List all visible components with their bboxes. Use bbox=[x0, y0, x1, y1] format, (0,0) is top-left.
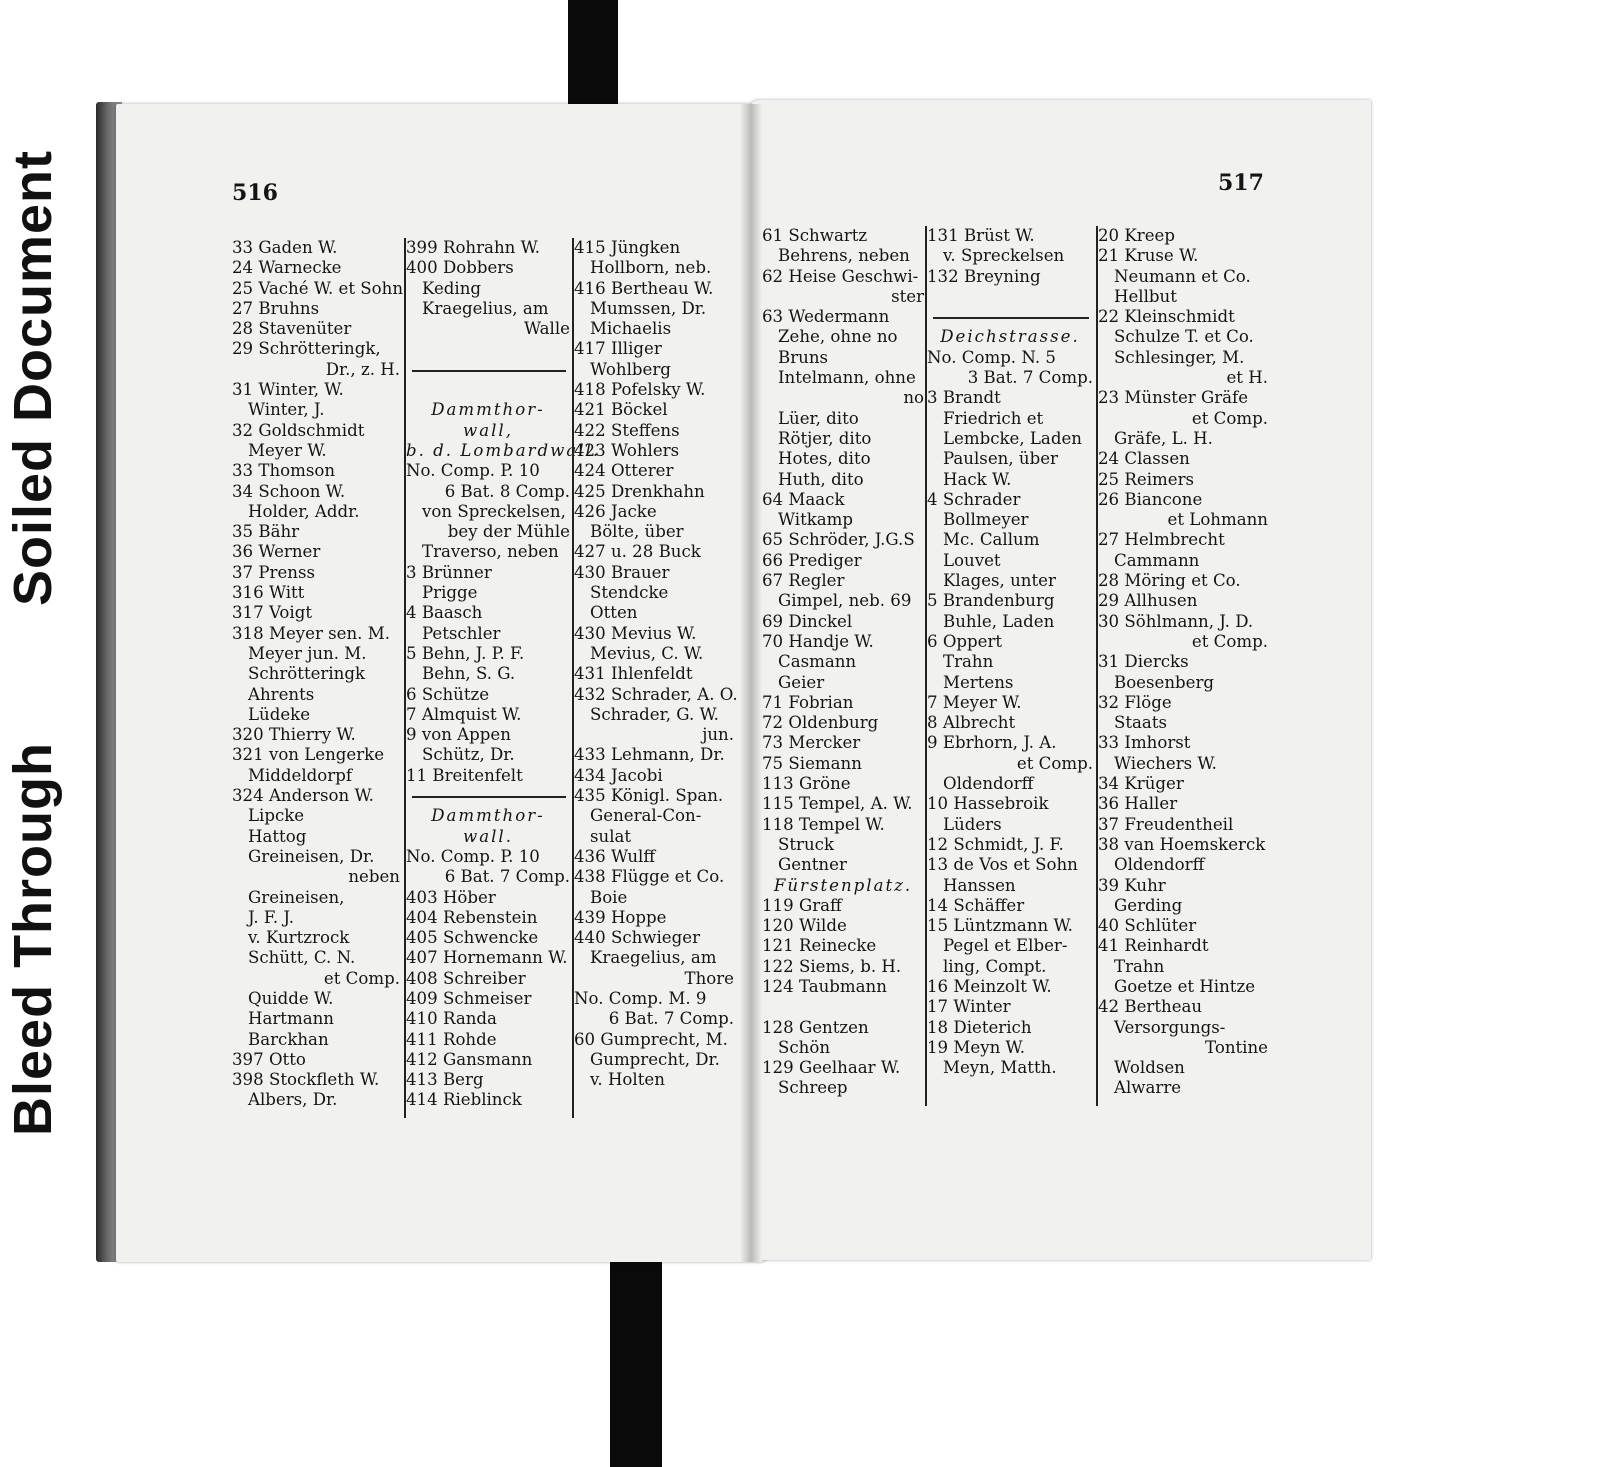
directory-entry: Schön bbox=[778, 1037, 831, 1057]
directory-entry: 405 Schwencke bbox=[406, 928, 539, 948]
directory-entry: Greineisen, Dr. bbox=[248, 846, 375, 866]
directory-entry: 6 Oppert bbox=[927, 631, 1003, 651]
right-page-number: 517 bbox=[1218, 170, 1264, 196]
directory-entry: 72 Oldenburg bbox=[762, 713, 879, 733]
directory-entry: 33 Imhorst bbox=[1098, 733, 1191, 753]
directory-entry: Greineisen, bbox=[248, 887, 345, 907]
directory-entry: General-Con- bbox=[590, 806, 702, 826]
directory-entry: 7 Almquist W. bbox=[406, 704, 522, 724]
directory-entry: 6 Bat. 7 Comp. bbox=[608, 1009, 734, 1029]
directory-entry: Petschler bbox=[422, 623, 501, 643]
directory-entry: 40 Schlüter bbox=[1098, 916, 1197, 936]
directory-entry: Stendcke bbox=[590, 583, 669, 603]
directory-entry: 39 Kuhr bbox=[1098, 875, 1166, 895]
directory-entry: Dr., z. H. bbox=[325, 359, 400, 379]
directory-entry: 23 Münster Gräfe bbox=[1098, 388, 1249, 408]
directory-entry: 32 Goldschmidt bbox=[232, 420, 365, 440]
directory-entry: 8 Albrecht bbox=[927, 713, 1016, 733]
directory-entry: 14 Schäffer bbox=[927, 895, 1025, 915]
directory-entry: 421 Böckel bbox=[574, 400, 668, 420]
directory-entry: No. Comp. P. 10 bbox=[406, 846, 540, 866]
directory-entry: 70 Handje W. bbox=[762, 631, 874, 651]
directory-entry: 10 Hassebroik bbox=[927, 794, 1049, 814]
directory-entry: 9 von Appen bbox=[406, 725, 511, 745]
directory-entry: 31 Diercks bbox=[1098, 652, 1189, 672]
column-4 bbox=[762, 226, 924, 1099]
directory-entry: 24 Warnecke bbox=[232, 258, 342, 278]
directory-entry: 115 Tempel, A. W. bbox=[762, 794, 913, 814]
directory-entry: 321 von Lengerke bbox=[232, 745, 385, 765]
directory-entry: Cammann bbox=[1114, 550, 1200, 570]
directory-entry: Trahn bbox=[943, 652, 994, 672]
column-5 bbox=[927, 226, 1093, 1078]
directory-entry: Hanssen bbox=[943, 875, 1016, 895]
directory-entry: 427 u. 28 Buck bbox=[574, 542, 701, 562]
directory-entry: 131 Brüst W. bbox=[927, 226, 1035, 245]
directory-entry: 411 Rohde bbox=[406, 1029, 497, 1049]
directory-entry: 29 Allhusen bbox=[1098, 591, 1198, 611]
directory-entry: 121 Reinecke bbox=[762, 936, 877, 956]
directory-entry: ling, Compt. bbox=[943, 956, 1047, 976]
directory-entry: Neumann et Co. bbox=[1114, 266, 1251, 286]
column-2 bbox=[406, 238, 601, 1111]
directory-entry: 316 Witt bbox=[232, 583, 305, 603]
directory-entry: 41 Reinhardt bbox=[1098, 936, 1209, 956]
directory-entry: 118 Tempel W. bbox=[762, 814, 885, 834]
directory-entry: Schrötteringk bbox=[248, 664, 366, 684]
directory-entry: 65 Schröder, J.G.S bbox=[762, 530, 915, 550]
directory-entry: Woldsen bbox=[1114, 1058, 1185, 1078]
directory-entry: 407 Hornemann W. bbox=[406, 948, 568, 968]
directory-entry: Schütt, C. N. bbox=[248, 948, 356, 968]
directory-entry: 7 Meyer W. bbox=[927, 692, 1022, 712]
directory-entry: 318 Meyer sen. M. bbox=[232, 623, 390, 643]
directory-entry: Hack W. bbox=[943, 469, 1012, 489]
directory-entry: Schrader, G. W. bbox=[590, 704, 719, 724]
directory-entry: 404 Rebenstein bbox=[406, 907, 538, 927]
directory-entry: Mertens bbox=[943, 672, 1014, 692]
directory-entry: 398 Stockfleth W. bbox=[232, 1070, 380, 1090]
directory-entry: Hartmann bbox=[248, 1009, 334, 1029]
directory-entry: 34 Schoon W. bbox=[232, 481, 346, 501]
directory-entry: Casmann bbox=[778, 652, 857, 672]
directory-entry: Quidde W. bbox=[248, 988, 334, 1008]
section-rule bbox=[927, 307, 1093, 327]
directory-entry: Otten bbox=[590, 603, 638, 623]
directory-entry: sulat bbox=[590, 826, 632, 846]
directory-entry: Lipcke bbox=[248, 806, 305, 826]
directory-entry: 5 Behn, J. P. F. bbox=[406, 643, 525, 663]
directory-entry: von Spreckelsen, bbox=[422, 501, 566, 521]
directory-entry: Bruns bbox=[778, 347, 829, 367]
directory-entry: 66 Prediger bbox=[762, 550, 862, 570]
directory-entry: 403 Höber bbox=[406, 887, 496, 907]
left-page-number: 516 bbox=[232, 180, 278, 206]
soiled-document-label: Soiled Document bbox=[3, 150, 63, 607]
directory-entry: 423 Wohlers bbox=[574, 440, 680, 460]
directory-entry: 129 Geelhaar W. bbox=[762, 1058, 901, 1078]
directory-entry: 62 Heise Geschwi- bbox=[762, 266, 919, 286]
directory-entry: Hotes, dito bbox=[778, 449, 871, 469]
directory-entry: 120 Wilde bbox=[762, 916, 847, 936]
directory-entry: Oldendorff bbox=[943, 774, 1034, 794]
directory-entry: 38 van Hoemskerck bbox=[1098, 834, 1266, 854]
directory-entry: Winter, J. bbox=[248, 400, 325, 420]
directory-entry: 439 Hoppe bbox=[574, 907, 667, 927]
directory-entry: 21 Kruse W. bbox=[1098, 246, 1199, 266]
street-heading: wall. bbox=[463, 826, 513, 846]
directory-entry: 128 Gentzen bbox=[762, 1017, 869, 1037]
directory-entry: 430 Mevius W. bbox=[574, 623, 697, 643]
directory-entry: 60 Gumprecht, M. bbox=[574, 1029, 728, 1049]
section-rule bbox=[406, 360, 570, 380]
directory-entry: 9 Ebrhorn, J. A. bbox=[927, 733, 1057, 753]
street-heading: Dammthor- bbox=[431, 400, 545, 420]
directory-entry: 132 Breyning bbox=[927, 266, 1041, 286]
directory-entry: 431 Ihlenfeldt bbox=[574, 664, 693, 684]
directory-entry: Klages, unter bbox=[943, 571, 1056, 591]
directory-entry: 6 Bat. 7 Comp. bbox=[444, 867, 570, 887]
directory-entry: 320 Thierry W. bbox=[232, 725, 356, 745]
directory-entry: Boie bbox=[590, 887, 628, 907]
directory-entry: Holder, Addr. bbox=[248, 501, 360, 521]
directory-entry: 37 Freudentheil bbox=[1098, 814, 1234, 834]
directory-entry: Barckhan bbox=[248, 1029, 329, 1049]
directory-entry: 27 Bruhns bbox=[232, 298, 320, 318]
directory-entry: 13 de Vos et Sohn bbox=[927, 855, 1078, 875]
directory-entry: 18 Dieterich bbox=[927, 1017, 1032, 1037]
directory-entry: Hollborn, neb. bbox=[590, 258, 712, 278]
directory-entry: Louvet bbox=[943, 550, 1001, 570]
directory-entry: 430 Brauer bbox=[574, 562, 670, 582]
directory-entry: 119 Graff bbox=[762, 895, 842, 915]
directory-entry bbox=[927, 287, 1093, 307]
directory-entry: 426 Jacke bbox=[574, 501, 657, 521]
directory-entry: 435 Königl. Span. bbox=[574, 786, 724, 806]
directory-entry: 75 Siemann bbox=[762, 753, 862, 773]
street-heading: b. d. Lombardwall. bbox=[406, 440, 601, 460]
directory-entry: 413 Berg bbox=[406, 1070, 484, 1090]
directory-entry: et Comp. bbox=[1191, 631, 1268, 651]
directory-entry: Alwarre bbox=[1114, 1078, 1182, 1098]
directory-entry: Schlesinger, M. bbox=[1114, 347, 1245, 367]
directory-entry: 33 Gaden W. bbox=[232, 238, 338, 257]
directory-entry: Pegel et Elber- bbox=[943, 936, 1068, 956]
street-heading: wall, bbox=[463, 420, 513, 440]
directory-entry: Kraegelius, am bbox=[422, 298, 549, 318]
directory-entry: Hattog bbox=[248, 826, 307, 846]
directory-entry: Lüdeke bbox=[248, 704, 311, 724]
directory-entry: Hellbut bbox=[1114, 286, 1177, 306]
directory-entry: Meyer jun. M. bbox=[248, 643, 367, 663]
directory-entry: Michaelis bbox=[590, 319, 672, 339]
directory-entry: 69 Dinckel bbox=[762, 611, 853, 631]
directory-entry: Schütz, Dr. bbox=[422, 745, 515, 765]
directory-entry: ster bbox=[891, 286, 924, 306]
directory-entry: 26 Biancone bbox=[1098, 489, 1203, 509]
street-heading: Fürstenplatz. bbox=[773, 875, 913, 895]
directory-entry: Behrens, neben bbox=[778, 246, 910, 266]
directory-entry: Schulze T. et Co. bbox=[1114, 327, 1254, 347]
directory-entry: 438 Flügge et Co. bbox=[574, 867, 725, 887]
directory-entry: jun. bbox=[702, 725, 734, 745]
directory-entry: 34 Krüger bbox=[1098, 774, 1184, 794]
directory-entry: 433 Lehmann, Dr. bbox=[574, 745, 725, 765]
directory-entry: Mevius, C. W. bbox=[590, 643, 704, 663]
directory-entry bbox=[406, 339, 570, 359]
directory-entry: Prigge bbox=[422, 583, 478, 603]
directory-entry: et Comp. bbox=[323, 968, 400, 988]
directory-entry: 42 Bertheau bbox=[1098, 997, 1203, 1017]
directory-entry: Intelmann, ohne bbox=[778, 368, 916, 388]
binding-strip-top bbox=[568, 0, 618, 106]
directory-entry: Gerding bbox=[1114, 895, 1183, 915]
column-3 bbox=[574, 238, 738, 1090]
directory-entry: 25 Vaché W. et Sohn bbox=[232, 278, 404, 298]
directory-entry: Thore bbox=[684, 968, 734, 988]
directory-entry: Huth, dito bbox=[778, 469, 864, 489]
directory-entry: et Lohmann bbox=[1167, 510, 1268, 530]
directory-entry: 37 Prenss bbox=[232, 562, 316, 582]
directory-entry: 63 Wedermann bbox=[762, 307, 890, 327]
directory-entry: bey der Mühle bbox=[447, 522, 570, 542]
directory-entry: 15 Lüntzmann W. bbox=[927, 916, 1073, 936]
directory-entry: 71 Fobrian bbox=[762, 692, 854, 712]
directory-entry: Schreep bbox=[778, 1078, 848, 1098]
directory-entry: 414 Rieblinck bbox=[406, 1090, 522, 1110]
directory-entry: Zehe, ohne no bbox=[778, 327, 898, 347]
directory-entry: Struck bbox=[778, 834, 835, 854]
directory-entry: Behn, S. G. bbox=[422, 664, 516, 684]
directory-entry: 19 Meyn W. bbox=[927, 1037, 1025, 1057]
directory-entry: 64 Maack bbox=[762, 489, 845, 509]
directory-entry: 324 Anderson W. bbox=[232, 786, 374, 806]
directory-entry: Meyn, Matth. bbox=[943, 1058, 1057, 1078]
directory-entry: Wiechers W. bbox=[1114, 753, 1217, 773]
directory-entry: 436 Wulff bbox=[574, 846, 656, 866]
directory-entry: 28 Stavenüter bbox=[232, 319, 352, 339]
directory-entry: No. Comp. N. 5 bbox=[927, 347, 1056, 367]
street-heading: Dammthor- bbox=[431, 806, 545, 826]
directory-entry: Mc. Callum bbox=[943, 530, 1040, 550]
directory-entry: 36 Werner bbox=[232, 542, 321, 562]
directory-entry bbox=[762, 997, 924, 1017]
page-gutter bbox=[740, 104, 762, 1262]
directory-entry: 29 Schrötteringk, bbox=[232, 339, 381, 359]
directory-entry: Traverso, neben bbox=[422, 542, 559, 562]
section-rule bbox=[406, 786, 570, 806]
street-heading: Deichstrasse. bbox=[940, 327, 1080, 347]
directory-entry: Witkamp bbox=[778, 510, 854, 530]
directory-entry: Tontine bbox=[1205, 1037, 1268, 1057]
directory-entry: Goetze et Hintze bbox=[1114, 976, 1256, 996]
directory-entry: 440 Schwieger bbox=[574, 928, 701, 948]
directory-entry: 397 Otto bbox=[232, 1049, 306, 1069]
directory-entry: 113 Gröne bbox=[762, 774, 851, 794]
directory-entry: 28 Möring et Co. bbox=[1098, 571, 1241, 591]
directory-entry: 12 Schmidt, J. F. bbox=[927, 834, 1064, 854]
binding-strip-bottom bbox=[610, 1262, 662, 1467]
directory-entry: Keding bbox=[422, 278, 482, 298]
directory-entry: Versorgungs- bbox=[1114, 1017, 1226, 1037]
directory-entry: Friedrich et bbox=[943, 408, 1044, 428]
directory-entry: Buhle, Laden bbox=[943, 611, 1055, 631]
directory-entry: Geier bbox=[778, 672, 825, 692]
directory-entry: 32 Flöge bbox=[1098, 692, 1172, 712]
directory-entry: 35 Bähr bbox=[232, 522, 300, 542]
directory-entry: 24 Classen bbox=[1098, 449, 1190, 469]
directory-entry: 424 Otterer bbox=[574, 461, 674, 481]
directory-entry: 5 Brandenburg bbox=[927, 591, 1055, 611]
directory-entry: 27 Helmbrecht bbox=[1098, 530, 1225, 550]
directory-entry: Kraegelius, am bbox=[590, 948, 717, 968]
directory-entry: no bbox=[903, 388, 924, 408]
directory-entry: 31 Winter, W. bbox=[232, 380, 344, 400]
directory-entry: Oldendorff bbox=[1114, 855, 1205, 875]
directory-entry: v. Spreckelsen bbox=[943, 246, 1065, 266]
directory-entry: 400 Dobbers bbox=[406, 258, 514, 278]
directory-entry: 432 Schrader, A. O. bbox=[574, 684, 738, 704]
directory-entry: 3 Brandt bbox=[927, 388, 1001, 408]
directory-entry: 6 Schütze bbox=[406, 684, 490, 704]
directory-entry: Albers, Dr. bbox=[248, 1090, 338, 1110]
directory-entry: 418 Pofelsky W. bbox=[574, 380, 706, 400]
directory-entry: 3 Brünner bbox=[406, 562, 492, 582]
directory-entry: 422 Steffens bbox=[574, 420, 680, 440]
directory-entry: 33 Thomson bbox=[232, 461, 336, 481]
directory-entry: 122 Siems, b. H. bbox=[762, 956, 902, 976]
directory-entry: 412 Gansmann bbox=[406, 1049, 533, 1069]
directory-entry: 73 Mercker bbox=[762, 733, 861, 753]
directory-entry: 4 Baasch bbox=[406, 603, 483, 623]
directory-entry: et Comp. bbox=[1191, 408, 1268, 428]
directory-entry: 25 Reimers bbox=[1098, 469, 1195, 489]
directory-entry: Lembcke, Laden bbox=[943, 428, 1082, 448]
directory-entry: Gimpel, neb. 69 bbox=[778, 591, 912, 611]
column-6 bbox=[1098, 226, 1268, 1099]
directory-entry: Gentner bbox=[778, 855, 847, 875]
directory-entry: v. Holten bbox=[590, 1070, 665, 1090]
directory-entry: Bölte, über bbox=[590, 522, 684, 542]
directory-entry: 11 Breitenfelt bbox=[406, 765, 523, 785]
directory-entry: 6 Bat. 8 Comp. bbox=[444, 481, 570, 501]
bleed-through-label: Bleed Through bbox=[3, 742, 63, 1136]
directory-entry: J. F. J. bbox=[248, 907, 295, 927]
directory-entry: 3 Bat. 7 Comp. bbox=[967, 368, 1093, 388]
directory-entry: Gräfe, L. H. bbox=[1114, 428, 1213, 448]
directory-entry: 317 Voigt bbox=[232, 603, 312, 623]
directory-entry: Lüer, dito bbox=[778, 408, 859, 428]
directory-entry bbox=[406, 380, 570, 400]
directory-entry: 416 Bertheau W. bbox=[574, 278, 714, 298]
directory-entry: Walle bbox=[524, 319, 570, 339]
directory-entry: No. Comp. M. 9 bbox=[574, 988, 707, 1008]
directory-entry: Middeldorpf bbox=[248, 765, 352, 785]
directory-entry: et H. bbox=[1226, 368, 1268, 388]
directory-entry: 17 Winter bbox=[927, 997, 1011, 1017]
directory-entry: Wohlberg bbox=[590, 359, 671, 379]
directory-entry: v. Kurtzrock bbox=[248, 928, 350, 948]
directory-entry: 4 Schrader bbox=[927, 489, 1021, 509]
directory-entry: Mumssen, Dr. bbox=[590, 298, 707, 318]
directory-entry: Gumprecht, Dr. bbox=[590, 1049, 720, 1069]
directory-entry: 67 Regler bbox=[762, 571, 845, 591]
directory-entry: 36 Haller bbox=[1098, 794, 1178, 814]
directory-entry: 408 Schreiber bbox=[406, 968, 526, 988]
directory-entry: 20 Kreep bbox=[1098, 226, 1175, 245]
directory-entry: Boesenberg bbox=[1114, 672, 1215, 692]
directory-entry: 16 Meinzolt W. bbox=[927, 976, 1052, 996]
directory-entry: Lüders bbox=[943, 814, 1002, 834]
directory-entry: 22 Kleinschmidt bbox=[1098, 307, 1235, 327]
directory-entry: Rötjer, dito bbox=[778, 428, 872, 448]
directory-entry: 417 Illiger bbox=[574, 339, 662, 359]
directory-entry: Staats bbox=[1114, 713, 1168, 733]
directory-entry: 124 Taubmann bbox=[762, 976, 887, 996]
directory-entry: 425 Drenkhahn bbox=[574, 481, 705, 501]
directory-entry: 410 Randa bbox=[406, 1009, 497, 1029]
directory-entry: Paulsen, über bbox=[943, 449, 1058, 469]
directory-entry: Bollmeyer bbox=[943, 510, 1029, 530]
directory-entry: 415 Jüngken bbox=[574, 238, 681, 257]
directory-entry: Ahrents bbox=[248, 684, 315, 704]
directory-entry: neben bbox=[348, 867, 400, 887]
directory-entry: No. Comp. P. 10 bbox=[406, 461, 540, 481]
column-1 bbox=[232, 238, 404, 1111]
directory-entry: 399 Rohrahn W. bbox=[406, 238, 541, 257]
directory-entry: et Comp. bbox=[1016, 753, 1093, 773]
directory-entry: 409 Schmeiser bbox=[406, 988, 532, 1008]
directory-entry: 30 Söhlmann, J. D. bbox=[1098, 611, 1254, 631]
directory-entry: 434 Jacobi bbox=[574, 765, 663, 785]
directory-entry: 61 Schwartz bbox=[762, 226, 868, 245]
directory-entry: Meyer W. bbox=[248, 440, 327, 460]
directory-entry: Trahn bbox=[1114, 956, 1165, 976]
